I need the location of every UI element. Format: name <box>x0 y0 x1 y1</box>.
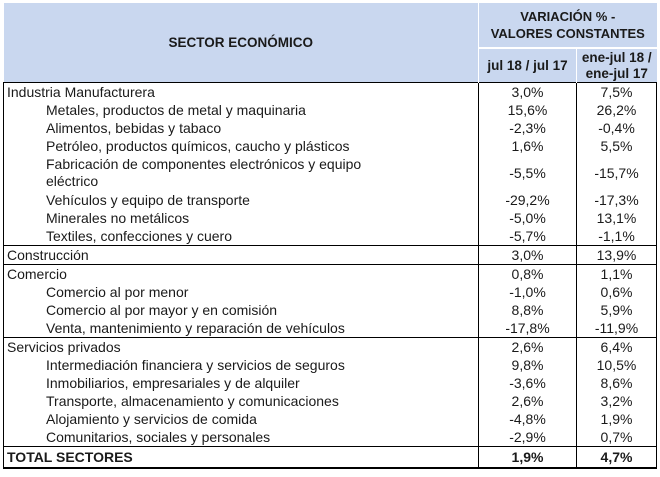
sector-variation-table-container <box>3 3 656 469</box>
row-label: Vehículos y equipo de transporte <box>46 192 250 208</box>
row-value-ytd: -1,1% <box>577 227 657 246</box>
row-value-ytd: 8,6% <box>577 374 657 392</box>
row-label: Fabricación de componentes electrónicos y equipo eléctrico <box>46 156 362 189</box>
sector-variation-table <box>3 3 657 469</box>
table-row <box>4 338 657 357</box>
row-value-month: 0,8% <box>479 265 577 284</box>
row-label: Comercio <box>4 265 479 284</box>
row-value-month: 9,8% <box>479 356 577 374</box>
row-label: Minerales no metálicos <box>46 210 190 226</box>
row-label: Servicios privados <box>4 338 479 357</box>
table-row <box>4 392 657 410</box>
row-label: Venta, mantenimiento y reparación de vehículos <box>46 320 345 336</box>
row-value-ytd: -11,9% <box>577 319 657 338</box>
table-row <box>4 319 657 338</box>
table-row <box>4 283 657 301</box>
total-row <box>4 447 657 469</box>
header-variation-line1: VARIACIÓN % - <box>520 9 616 24</box>
row-label: Textiles, confecciones y cuero <box>46 228 232 244</box>
table-row <box>4 119 657 137</box>
row-value-ytd: 5,9% <box>577 301 657 319</box>
row-value-ytd: -17,3% <box>577 191 657 209</box>
row-value-month: -5,0% <box>479 209 577 227</box>
table-row <box>4 83 657 102</box>
table-row <box>4 155 657 191</box>
row-label: Comunitarios, sociales y personales <box>46 429 271 445</box>
row-value-month: 8,8% <box>479 301 577 319</box>
table-row <box>4 410 657 428</box>
total-label: TOTAL SECTORES <box>4 447 479 469</box>
row-value-month: -5,7% <box>479 227 577 246</box>
table-row <box>4 356 657 374</box>
header-col-ytd-line2: ene-jul 17 <box>585 65 648 81</box>
row-value-ytd: 1,1% <box>577 265 657 284</box>
row-value-ytd: 7,5% <box>577 83 657 102</box>
row-value-ytd: 1,9% <box>577 410 657 428</box>
row-value-ytd: -0,4% <box>577 119 657 137</box>
row-value-month: -2,3% <box>479 119 577 137</box>
table-row <box>4 428 657 447</box>
row-value-month: -3,6% <box>479 374 577 392</box>
header-col-ytd-line1: ene-jul 18 / <box>581 49 652 65</box>
row-value-ytd: 0,7% <box>577 428 657 447</box>
header-variation-line2: VALORES CONSTANTES <box>490 26 645 41</box>
header-col-month: jul 18 / jul 17 <box>479 48 577 83</box>
table-row <box>4 101 657 119</box>
row-label: Metales, productos de metal y maquinaria <box>46 102 306 118</box>
total-value-ytd: 4,7% <box>577 447 657 469</box>
table-row <box>4 191 657 209</box>
header-variation <box>479 3 657 48</box>
row-value-month: -4,8% <box>479 410 577 428</box>
table-row <box>4 209 657 227</box>
row-label: Comercio al por mayor y en comisión <box>46 302 278 318</box>
row-label: Alimentos, bebidas y tabaco <box>46 120 222 136</box>
row-value-ytd: 0,6% <box>577 283 657 301</box>
table-row <box>4 301 657 319</box>
row-value-ytd: 13,9% <box>577 246 657 265</box>
row-value-ytd: -15,7% <box>577 155 657 191</box>
total-value-month: 1,9% <box>479 447 577 469</box>
table-row <box>4 137 657 155</box>
row-value-month: -29,2% <box>479 191 577 209</box>
row-value-month: 2,6% <box>479 338 577 357</box>
row-value-month: 1,6% <box>479 137 577 155</box>
row-value-month: -17,8% <box>479 319 577 338</box>
row-label: Inmobiliarios, empresariales y de alquiler <box>46 375 300 391</box>
table-row <box>4 246 657 265</box>
table-row <box>4 265 657 284</box>
row-value-month: 2,6% <box>479 392 577 410</box>
header-col-ytd <box>577 48 657 83</box>
row-value-month: -2,9% <box>479 428 577 447</box>
row-value-ytd: 5,5% <box>577 137 657 155</box>
table-row <box>4 227 657 246</box>
row-label: Transporte, almacenamiento y comunicaciones <box>46 393 339 409</box>
row-value-month: 15,6% <box>479 101 577 119</box>
row-value-ytd: 13,1% <box>577 209 657 227</box>
header-sector: SECTOR ECONÓMICO <box>4 3 479 83</box>
row-value-month: -1,0% <box>479 283 577 301</box>
row-label: Comercio al por menor <box>46 284 189 300</box>
table-row <box>4 374 657 392</box>
row-value-ytd: 6,4% <box>577 338 657 357</box>
row-value-month: -5,5% <box>479 155 577 191</box>
row-label: Industria Manufacturera <box>4 83 479 102</box>
row-label: Alojamiento y servicios de comida <box>46 411 257 427</box>
row-value-ytd: 10,5% <box>577 356 657 374</box>
row-label: Petróleo, productos químicos, caucho y plásticos <box>46 138 350 154</box>
row-value-ytd: 26,2% <box>577 101 657 119</box>
row-label: Construcción <box>4 246 479 265</box>
row-value-month: 3,0% <box>479 83 577 102</box>
row-value-month: 3,0% <box>479 246 577 265</box>
row-label: Intermediación financiera y servicios de seguros <box>46 357 345 373</box>
row-value-ytd: 3,2% <box>577 392 657 410</box>
